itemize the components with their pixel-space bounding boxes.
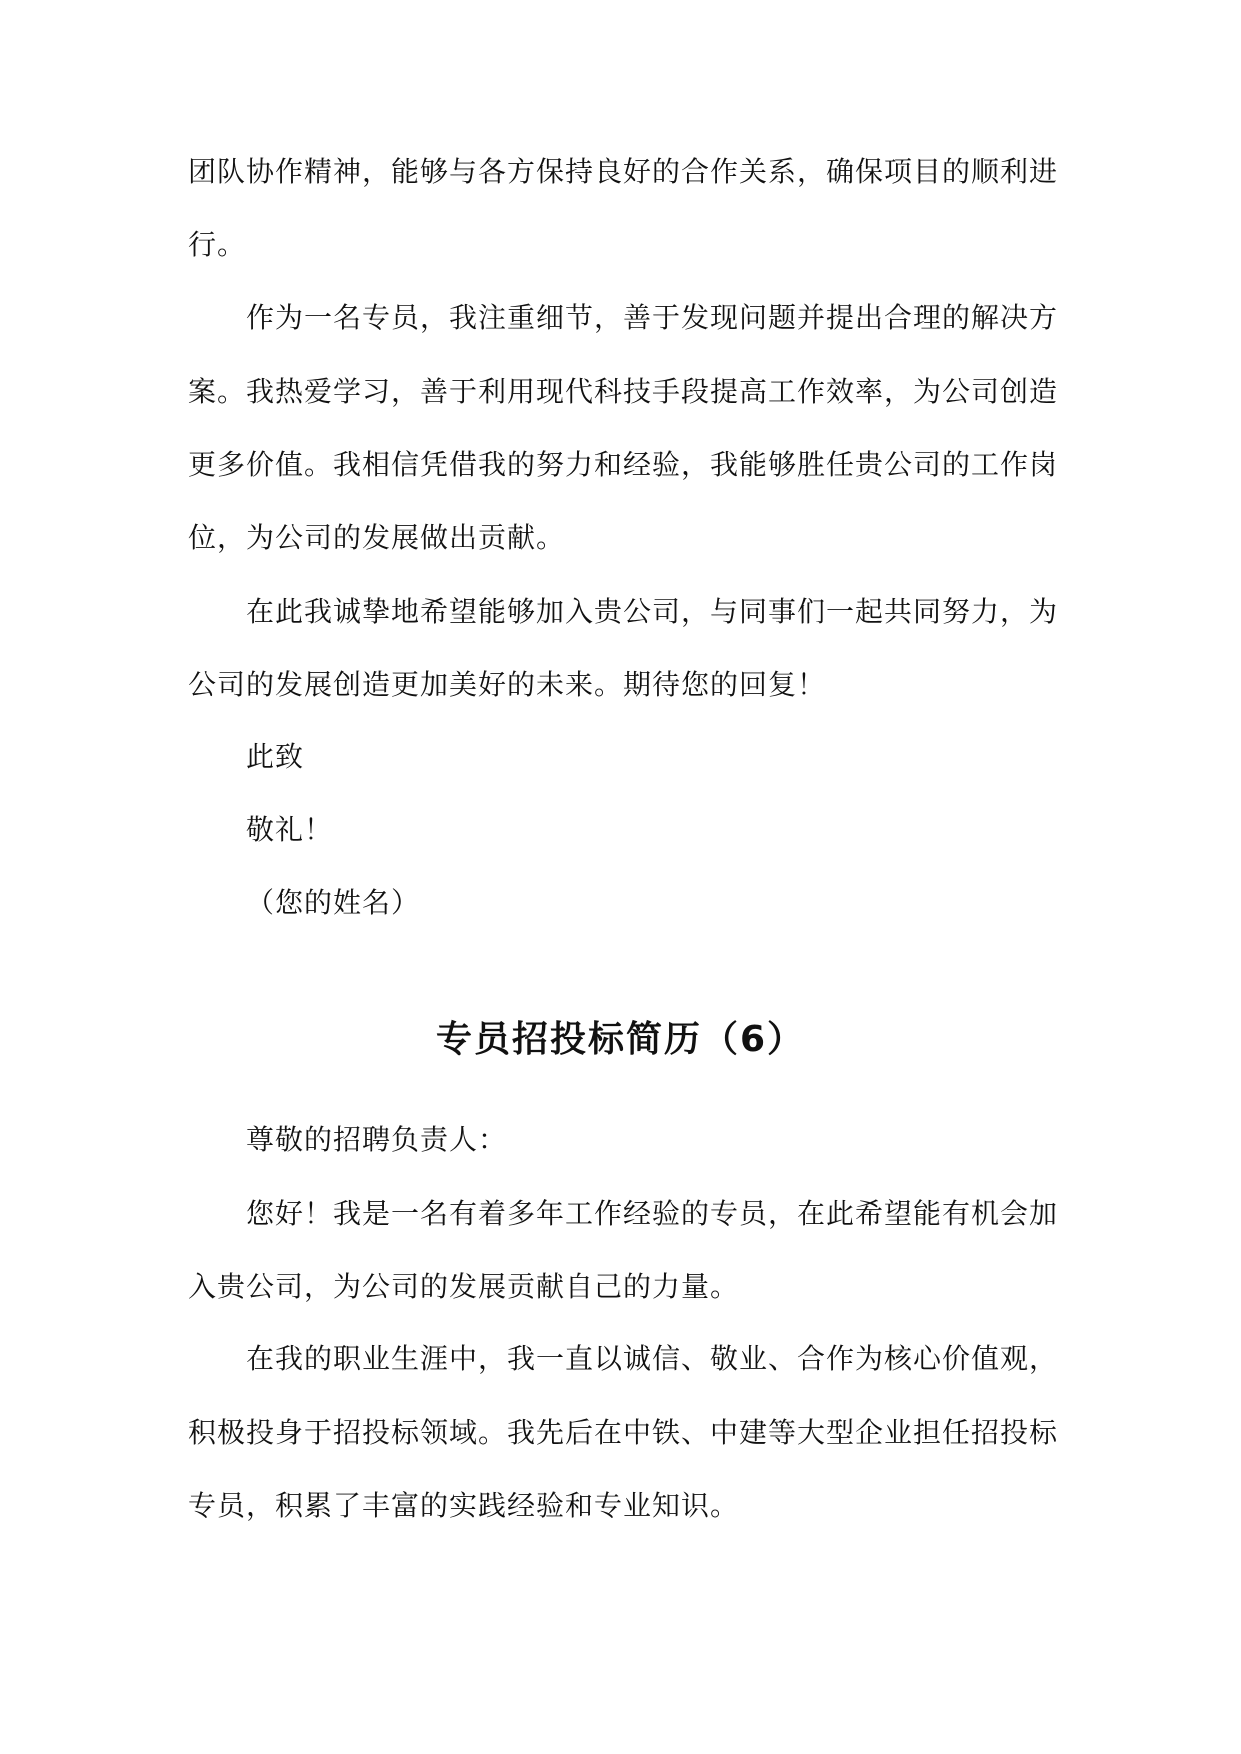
signature-placeholder: （您的姓名） bbox=[246, 886, 421, 919]
paragraph-line: 更多价值。我相信凭借我的努力和经验，我能够胜任贵公司的工作岗 bbox=[188, 448, 1059, 481]
paragraph-line: 案。我热爱学习，善于利用现代科技手段提高工作效率，为公司创造 bbox=[188, 375, 1059, 408]
paragraph-line: 行。 bbox=[188, 228, 247, 261]
closing-salutation: 此致 bbox=[246, 740, 305, 773]
paragraph-line: 入贵公司，为公司的发展贡献自己的力量。 bbox=[188, 1270, 740, 1303]
paragraph-line: 专员，积累了丰富的实践经验和专业知识。 bbox=[188, 1489, 740, 1522]
greeting-line: 尊敬的招聘负责人： bbox=[246, 1123, 508, 1156]
paragraph-line: 在此我诚挚地希望能够加入贵公司，与同事们一起共同努力，为 bbox=[246, 595, 1059, 628]
paragraph-line: 团队协作精神，能够与各方保持良好的合作关系，确保项目的顺利进 bbox=[188, 155, 1059, 188]
paragraph-line: 在我的职业生涯中，我一直以诚信、敬业、合作为核心价值观， bbox=[246, 1342, 1059, 1375]
paragraph-line: 积极投身于招投标领域。我先后在中铁、中建等大型企业担任招投标 bbox=[188, 1416, 1059, 1449]
paragraph-line: 公司的发展创造更加美好的未来。期待您的回复！ bbox=[188, 668, 827, 701]
paragraph-line: 您好！我是一名有着多年工作经验的专员，在此希望能有机会加 bbox=[246, 1197, 1059, 1230]
paragraph-line: 位，为公司的发展做出贡献。 bbox=[188, 521, 566, 554]
paragraph-line: 作为一名专员，我注重细节，善于发现问题并提出合理的解决方 bbox=[246, 301, 1059, 334]
closing-regards: 敬礼！ bbox=[246, 813, 334, 846]
section-title: 专员招投标简历（6） bbox=[435, 1019, 806, 1060]
